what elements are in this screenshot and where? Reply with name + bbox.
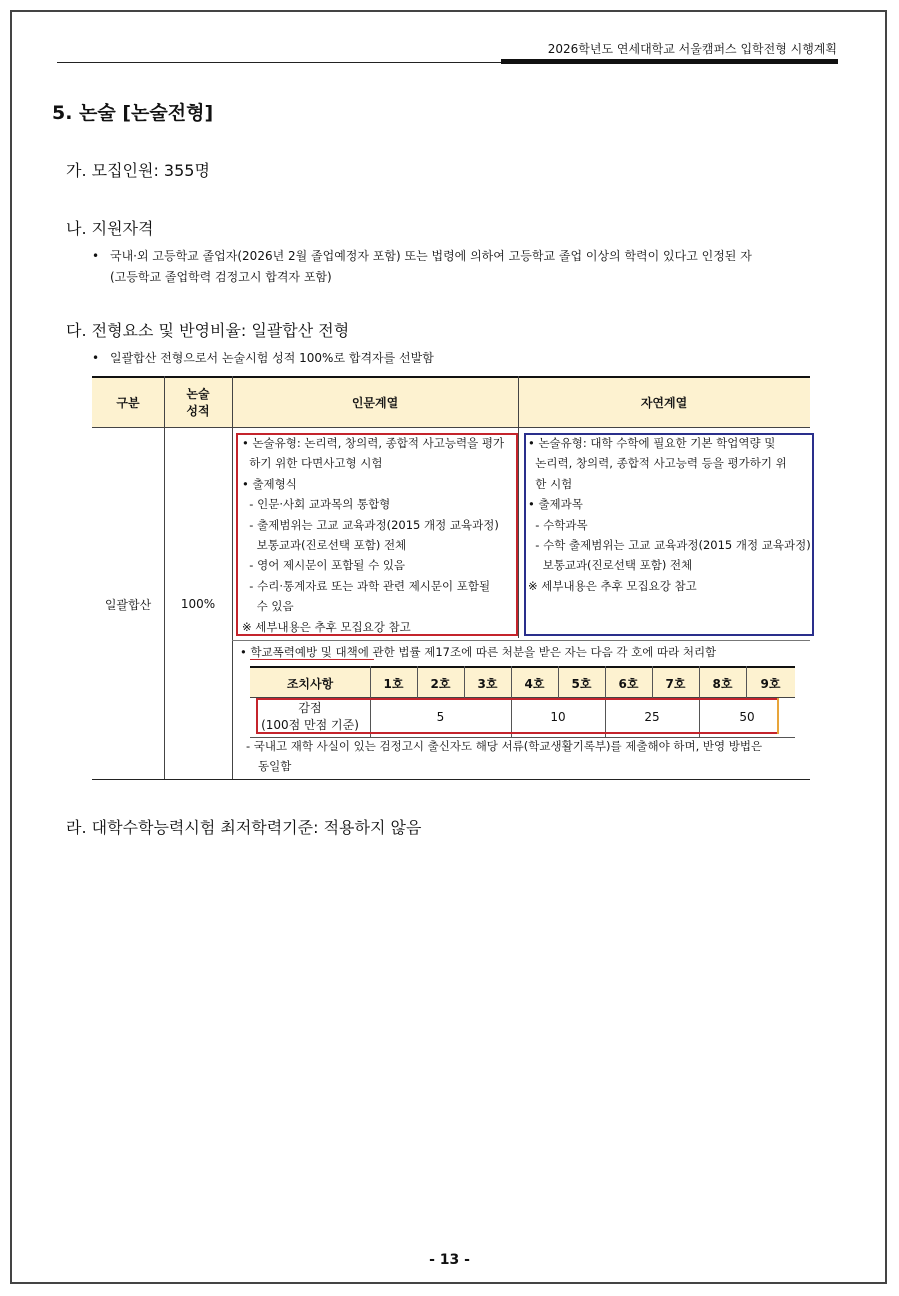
deduction-orange-highlight: [770, 698, 779, 734]
violence-underline: [250, 659, 374, 660]
row-divider: [232, 640, 810, 641]
humanities-line: - 영어 제시문이 포함될 수 있음: [242, 558, 406, 573]
natural-line: 논리력, 창의력, 종합적 사고능력 등을 평가하기 위: [528, 456, 787, 471]
humanities-line: ※ 세부내용은 추후 모집요강 참고: [242, 619, 411, 634]
subsection-na: 나. 지원자격: [66, 219, 154, 238]
violence-col-7: 7호: [665, 676, 686, 691]
deduction-value-1-3: 5: [436, 709, 445, 724]
row-label: 일괄합산: [104, 597, 152, 612]
deduction-value-4-5: 10: [550, 709, 566, 724]
violence-divider: [746, 666, 747, 698]
header-rule-thin: [57, 62, 501, 63]
natural-line: 한 시험: [528, 476, 573, 491]
deduction-red-highlight: [256, 698, 779, 734]
violence-table: [250, 666, 795, 738]
header-essay-score-line2: 성적: [186, 404, 210, 418]
header-essay-score: [164, 378, 232, 428]
humanities-line: • 논술유형: 논리력, 창의력, 종합적 사고능력을 평가: [242, 436, 505, 450]
deduction-value-8-9: 50: [739, 709, 755, 724]
selection-bullet: [92, 348, 434, 369]
humanities-content: [242, 433, 504, 637]
violence-divider: [417, 666, 418, 698]
violence-table-header: [250, 666, 795, 698]
natural-line: - 수학 출제범위는 고교 교육과정(2015 개정 교육과정): [528, 538, 811, 553]
violence-col-9: 9호: [760, 676, 781, 691]
humanities-line: • 출제형식: [242, 476, 297, 491]
subsection-da: 다. 전형요소 및 반영비율: 일괄합산 전형: [66, 321, 350, 340]
header-natural: 자연계열: [640, 395, 688, 410]
note-line-1: - 국내고 재학 사실이 있는 검정고시 출신자도 해당 서류(학교생활기록부)를 제출해야 하며, 반영 방법은: [246, 739, 763, 753]
selection-table: [92, 376, 810, 781]
note-block: [246, 736, 762, 776]
violence-header-label: 조치사항: [286, 676, 334, 691]
natural-line: 보통교과(진로선택 포함) 전체: [528, 558, 693, 573]
violence-col-4: 4호: [524, 676, 545, 691]
humanities-line: 수 있음: [242, 599, 294, 614]
section-title: 5. 논술 [논술전형]: [52, 102, 214, 124]
natural-line: • 논술유형: 대학 수학에 필요한 기본 학업역량 및: [528, 436, 776, 450]
humanities-line: - 출제범위는 고교 교육과정(2015 개정 교육과정): [242, 517, 499, 532]
selection-bullet-text: 일괄합산 전형으로서 논술시험 성적 100%로 합격자를 선발함: [110, 351, 434, 365]
subsection-ra: 라. 대학수학능력시험 최저학력기준: 적용하지 않음: [66, 818, 422, 837]
col-divider: [232, 376, 233, 780]
deduction-value-6-7: 25: [644, 709, 660, 724]
bullet-dot: •: [92, 249, 100, 263]
violence-divider: [652, 666, 653, 698]
eligibility-line-1: 국내·외 고등학교 졸업자(2026년 2월 졸업예정자 포함) 또는 법령에 의하여 고등학교 졸업 이상의 학력이 있다고 인정된 자: [110, 249, 752, 263]
natural-line: • 출제과목: [528, 497, 583, 512]
violence-divider: [464, 666, 465, 698]
violence-col-3: 3호: [477, 676, 498, 691]
note-line-2: 동일함: [258, 759, 292, 773]
header-rule-thick: [501, 59, 838, 64]
school-violence-bullet: • 학교폭력예방 및 대책에 관한 법률 제17조에 따른 처분을 받은 자는 다음 각 호에 따라 처리함: [240, 645, 717, 659]
deduction-label-line1: 감점: [298, 701, 322, 715]
page-number: - 13 -: [429, 1252, 470, 1268]
table-header-row: [92, 376, 810, 428]
eligibility-line-2: (고등학교 졸업학력 검정고시 합격자 포함): [110, 270, 332, 284]
bullet-dot: •: [92, 351, 100, 365]
table-bottom-rule: [92, 779, 810, 780]
violence-col-5: 5호: [571, 676, 592, 691]
humanities-line: - 수리·통계자료 또는 과학 관련 제시문이 포함될: [242, 578, 491, 593]
violence-col-6: 6호: [618, 676, 639, 691]
eligibility-bullet: [92, 246, 810, 288]
natural-line: ※ 세부내용은 추후 모집요강 참고: [528, 578, 697, 593]
deduction-label-line2: (100점 만점 기준): [261, 718, 359, 732]
natural-line: - 수학과목: [528, 517, 588, 532]
violence-col-2: 2호: [430, 676, 451, 691]
header-humanities: 인문계열: [351, 395, 399, 410]
header-essay-score-line1: 논술: [186, 387, 210, 401]
violence-col-8: 8호: [712, 676, 733, 691]
header-division: 구분: [116, 395, 140, 410]
natural-content: [528, 433, 811, 596]
humanities-line: 하기 위한 다면사고형 시험: [242, 456, 383, 471]
subsection-ga: 가. 모집인원: 355명: [66, 161, 210, 180]
violence-col-1: 1호: [383, 676, 404, 691]
violence-divider: [558, 666, 559, 698]
row-percent: 100%: [180, 597, 216, 611]
humanities-line: - 인문·사회 교과목의 통합형: [242, 497, 391, 512]
running-header: 2026학년도 연세대학교 서울캠퍼스 입학전형 시행계획: [547, 42, 837, 56]
col-divider: [518, 376, 519, 638]
humanities-line: 보통교과(진로선택 포함) 전체: [242, 538, 407, 553]
